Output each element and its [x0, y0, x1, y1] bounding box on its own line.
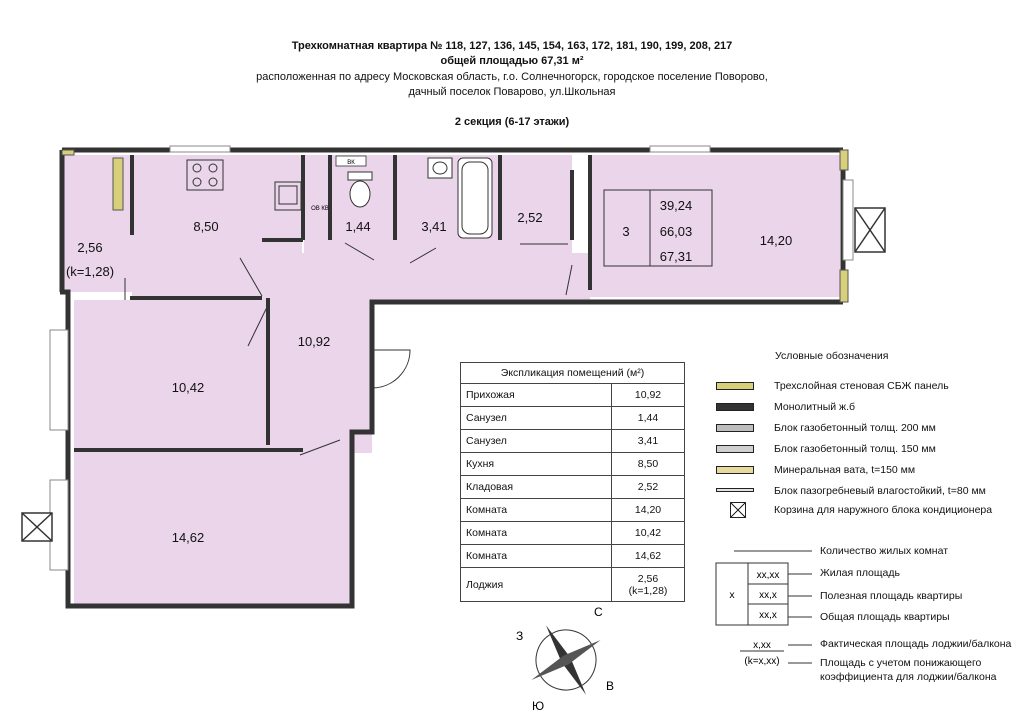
compass-east: В	[606, 679, 615, 693]
table-row	[461, 453, 685, 476]
table-row	[461, 545, 685, 568]
bath1-area: 1,44	[345, 219, 371, 234]
bathroom-sink-icon	[428, 158, 452, 178]
row-name: Кладовая	[461, 476, 612, 499]
title-line-2: общей площадью 67,31 м²	[440, 55, 584, 67]
loggia-value: 2,56	[637, 572, 659, 585]
key-label-living: Жилая площадь	[820, 567, 900, 579]
kitchen-area: 8,50	[193, 219, 219, 234]
row-value: 3,41	[612, 430, 685, 453]
row-name: Комната	[461, 522, 612, 545]
row-name: Санузел	[461, 407, 612, 430]
bath2-area: 3,41	[421, 219, 447, 234]
row-value: 14,62	[612, 545, 685, 568]
loggia-name: Лоджия	[461, 568, 612, 602]
explication-table	[460, 362, 685, 602]
title-line-1: Трехкомнатная квартира № 118, 127, 136, 145, 154, 163, 172, 181, 190, 199, 208, 217	[291, 40, 733, 52]
row-name: Кухня	[461, 453, 612, 476]
legend-swatch	[716, 424, 754, 432]
explication-title: Экспликация помещений (м²)	[461, 363, 685, 384]
row-name: Санузел	[461, 430, 612, 453]
room-10-42-area: 10,42	[171, 380, 205, 395]
key-total: хх,х	[759, 610, 777, 621]
loggia-k-value: (k=1,28)	[628, 584, 668, 597]
storage-area: 2,52	[517, 210, 543, 225]
key-fact-value: х,хх	[753, 640, 771, 651]
address-line-1: расположенная по адресу Московская область, г.о. Солнечногорск, городское поселение Поворово,	[256, 71, 768, 83]
loggia-area: 2,56	[77, 240, 103, 255]
legend-label: Монолитный ж.б	[774, 401, 855, 413]
key-fact-k: (k=х,хх)	[744, 656, 780, 667]
room-14-62-area: 14,62	[171, 530, 205, 545]
vk-tag: ВК	[347, 160, 355, 166]
key-living: хх,хх	[756, 570, 780, 581]
legend-label: Блок газобетонный толщ. 150 мм	[774, 443, 936, 455]
legend-label: Блок газобетонный толщ. 200 мм	[774, 422, 936, 434]
summary-useful: 66,03	[659, 224, 693, 239]
row-name: Прихожая	[461, 384, 612, 407]
summary-living: 39,24	[659, 198, 693, 213]
row-name: Комната	[461, 499, 612, 522]
legend-label: Трехслойная стеновая СБЖ панель	[774, 380, 949, 392]
address-line-2: дачный поселок Поварово, ул.Школьная	[408, 86, 616, 98]
summary-rooms: 3	[622, 224, 630, 239]
row-value: 10,42	[612, 522, 685, 545]
bathtub-icon	[458, 158, 492, 238]
table-row	[461, 407, 685, 430]
legend-label: Корзина для наружного блока кондиционера	[774, 504, 993, 516]
legend-swatch	[716, 382, 754, 390]
kvs-tag: ОВ КВ	[311, 206, 329, 212]
key-label-coef-1: Площадь с учетом понижающего	[820, 657, 982, 669]
table-row	[461, 499, 685, 522]
table-row	[461, 476, 685, 499]
hall-area: 10,92	[297, 334, 331, 349]
compass-icon	[511, 605, 620, 714]
legend-label: Блок пазогребневый влагостойкий, t=80 мм	[774, 485, 986, 497]
key-label-total: Общая площадь квартиры	[820, 611, 950, 623]
loggia-k: (k=1,28)	[65, 264, 115, 279]
row-value: 10,92	[612, 384, 685, 407]
room-14-20-area: 14,20	[759, 233, 793, 248]
legend-swatch	[716, 403, 754, 411]
key-label-coef-2: коэффициента для лоджии/балкона	[820, 671, 997, 683]
ac-basket-icon	[730, 502, 746, 518]
compass-west: З	[516, 629, 524, 643]
row-name: Комната	[461, 545, 612, 568]
key-label-useful: Полезная площадь квартиры	[820, 590, 963, 602]
key-rooms: х	[729, 589, 735, 601]
row-value: 2,52	[612, 476, 685, 499]
legend-swatch	[716, 445, 754, 453]
table-row	[461, 384, 685, 407]
legend	[716, 380, 1016, 530]
key-useful: хх,х	[759, 590, 777, 601]
row-value: 8,50	[612, 453, 685, 476]
legend-swatch	[716, 488, 754, 492]
loggia-value-cell	[612, 568, 685, 602]
key-label-fact: Фактическая площадь лоджии/балкона	[820, 638, 1012, 650]
table-row	[461, 522, 685, 545]
row-value: 14,20	[612, 499, 685, 522]
compass-north: С	[594, 605, 603, 619]
compass-south: Ю	[532, 699, 545, 713]
section-label: 2 секция (6-17 этажи)	[454, 116, 570, 128]
toilet-icon	[348, 172, 372, 207]
legend-label: Минеральная вата, t=150 мм	[774, 464, 916, 476]
table-row	[461, 430, 685, 453]
summary-total: 67,31	[659, 249, 693, 264]
legend-title: Условные обозначения	[775, 350, 889, 362]
row-value: 1,44	[612, 407, 685, 430]
table-row	[461, 568, 685, 602]
legend-swatch	[716, 466, 754, 474]
key-label-rooms: Количество жилых комнат	[820, 545, 949, 557]
